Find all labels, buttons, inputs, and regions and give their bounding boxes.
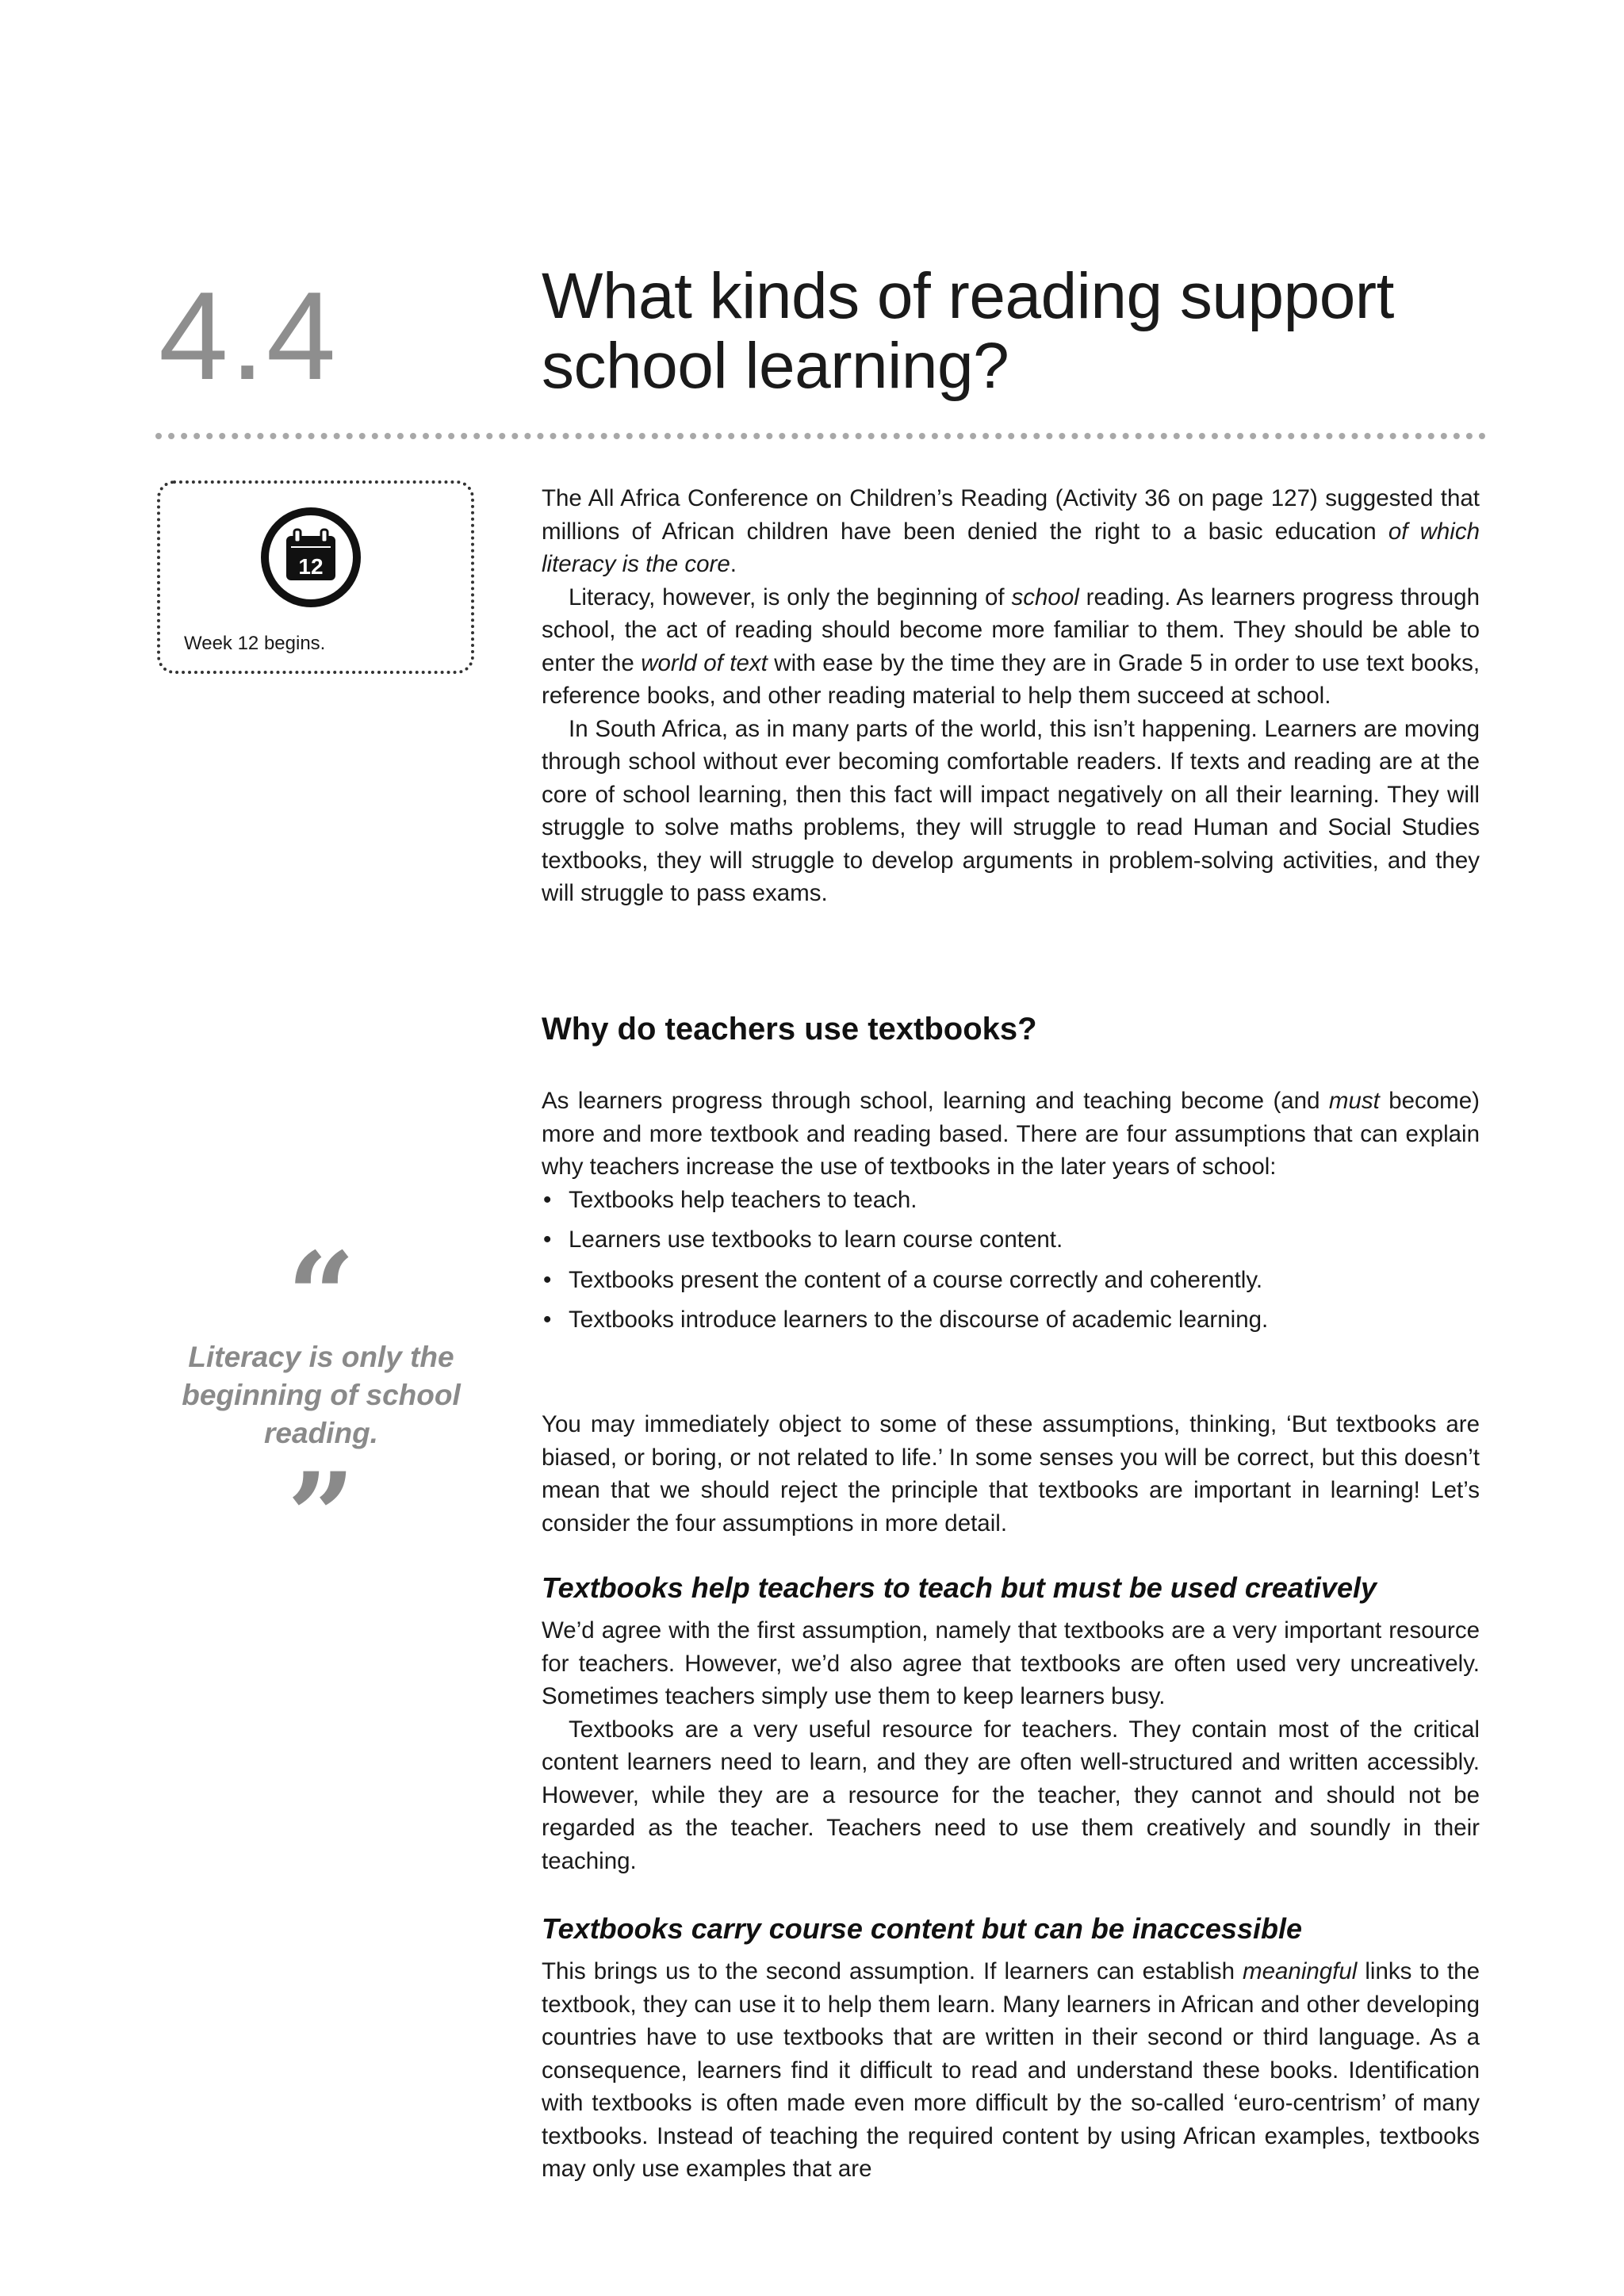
dotted-divider <box>155 433 1486 439</box>
pull-quote <box>163 1226 480 1586</box>
why-paragraph-1: As learners progress through school, learning and teaching become (and must become) more and more textbook and reading based. There are four assumptions that can explain why teachers increase the use of textbooks in the later years of school: <box>542 1088 1480 1180</box>
list-item: • Textbooks introduce learners to the discourse of academic learning. <box>542 1303 1480 1337</box>
list-item: • Learners use textbooks to learn course content. <box>542 1223 1480 1257</box>
teach-paragraph-2: Textbooks are a very useful resource for teachers. They contain most of the critical content learners need to learn, and they are often well-structured and written accessibly. However, while they are a resource for the teacher, they cannot and should not be regarded as the teacher. Teachers need to use them creatively and soundly in their teaching. <box>542 1716 1480 1874</box>
section-title <box>542 262 1493 401</box>
week-label: Week 12 begins. <box>184 633 326 654</box>
open-quote-mark: “ <box>286 1226 356 1366</box>
calendar-day: 12 <box>298 554 324 579</box>
section-heading-why: Why do teachers use textbooks? <box>542 1012 1037 1047</box>
intro-text <box>542 482 1480 910</box>
subheading-content: Textbooks carry course content but can be inaccessible <box>542 1912 1302 1945</box>
why-paragraph-2: You may immediately object to some of these assumptions, thinking, ‘But textbooks are biased, or boring, or not related to life.’ In some senses you will be correct, but this doesn’t mean that we should reject the principle that textbooks are important in learning! Let’s consider the four assumptions in more detail. <box>542 1411 1480 1536</box>
calendar-icon <box>259 506 362 609</box>
subheading-teach: Textbooks help teachers to teach but must be used creatively <box>542 1571 1377 1604</box>
assumptions-list <box>542 1184 1480 1337</box>
pull-quote-text: Literacy is only the beginning of school reading. <box>182 1341 461 1449</box>
list-item: • Textbooks help teachers to teach. <box>542 1184 1480 1217</box>
content-paragraph-1: This brings us to the second assumption. If learners can establish meaningful links to the textbook, they can use it to help them learn. Many learners in African and other developing countries have to use textbooks that are written in their second or third language. As a consequence, learners find it difficult to read and understand these books. Identification with textbooks is often made even more difficult by the so-called ‘euro-centrism’ of many textbooks. Instead of teaching the required content by using African examples, textbooks may only use examples that are <box>542 1958 1480 2182</box>
close-quote-mark: ” <box>286 1447 356 1586</box>
content-text <box>542 1955 1480 2186</box>
list-item: • Textbooks present the content of a course correctly and coherently. <box>542 1264 1480 1297</box>
teach-text <box>542 1614 1480 1877</box>
teach-paragraph-1: We’d agree with the first assumption, namely that textbooks are a very important resource for teachers. However, we’d also agree that textbooks are often used very uncreatively. Sometimes teachers simply use them to keep learners busy. <box>542 1617 1480 1709</box>
intro-paragraph-3: In South Africa, as in many parts of the world, this isn’t happening. Learners are moving through school without ever becoming comfortable readers. If texts and reading are at the core of school learning, then this fact will impact negatively on all their learning. They will struggle to solve maths problems, they will struggle to read Human and Social Studies textbooks, they will struggle to develop arguments in problem-solving activities, and they will struggle to pass exams. <box>542 715 1480 906</box>
why-text <box>542 1085 1480 1344</box>
section-title-line-1: What kinds of reading support <box>542 260 1394 332</box>
section-number: 4.4 <box>159 266 338 406</box>
section-title-line-2: school learning? <box>542 330 1009 402</box>
intro-paragraph-2: Literacy, however, is only the beginning of school reading. As learners progress through school, the act of reading should become more familiar to them. They should be able to enter the world of text with ease by the time they are in Grade 5 in order to use text books, reference books, and other reading material to help them succeed at school. <box>542 584 1480 709</box>
intro-paragraph-1: The All Africa Conference on Children’s Reading (Activity 36 on page 127) suggested that millions of African children have been denied the right to a basic education of which literacy is the core. <box>542 485 1480 577</box>
